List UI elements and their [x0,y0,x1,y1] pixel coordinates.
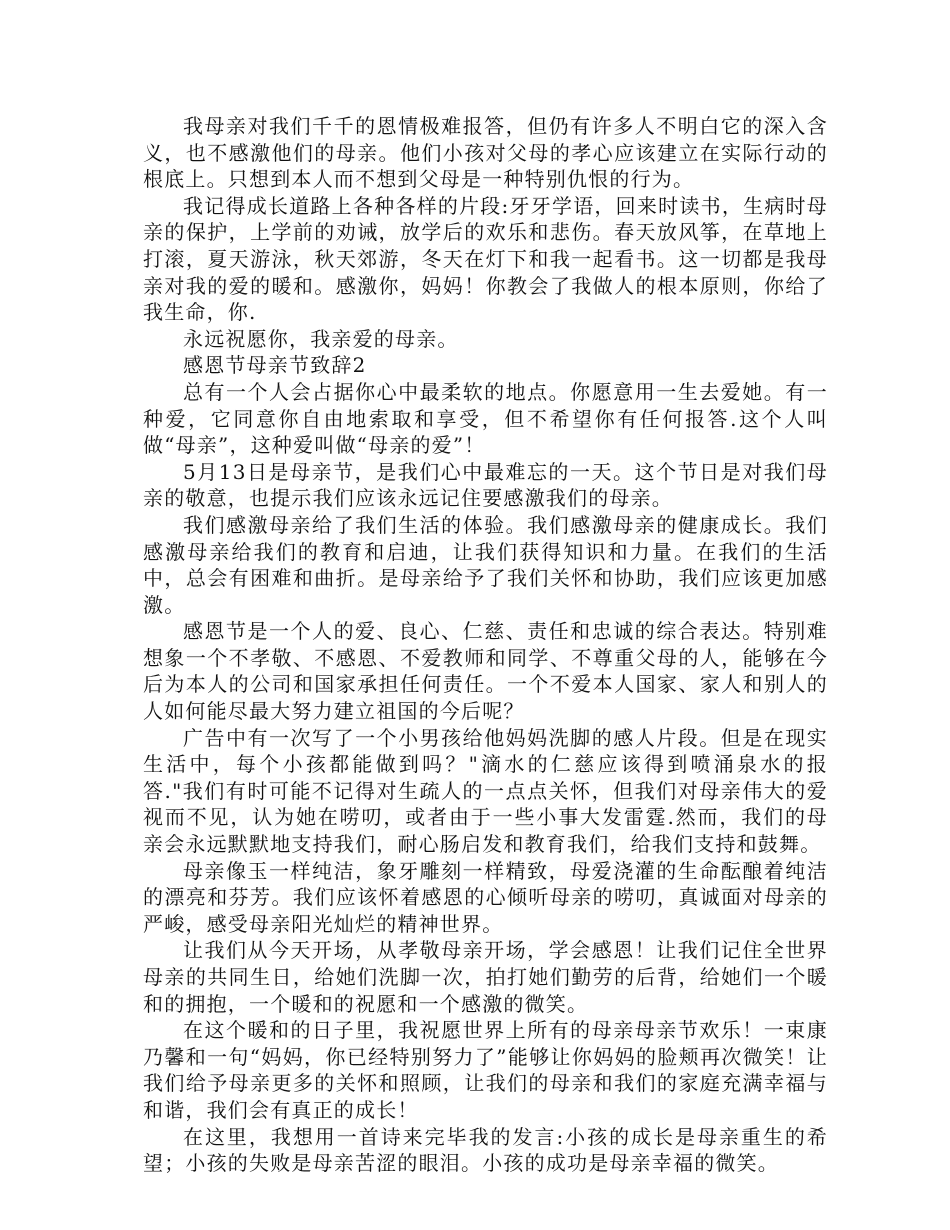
paragraph: 广告中有一次写了一个小男孩给他妈妈洗脚的感人片段。但是在现实生活中，每个小孩都能做到吗？"滴水的仁慈应该得到喷涌泉水的报答."我们有时可能不记得对生疏人的一点点关怀，但我们对母亲伟大的爱视而不见，认为她在唠叨，或者由于一些小事大发雷霆.然而，我们的母亲会永远默默地支持我们，耐心肠启发和教育我们，给我们支持和鼓舞。 [143,725,828,857]
paragraph: 我们感激母亲给了我们生活的体验。我们感激母亲的健康成长。我们感激母亲给我们的教育和启迪，让我们获得知识和力量。在我们的生活中，总会有困难和曲折。是母亲给予了我们关怀和协助，我们应该更加感激。 [143,512,828,617]
section-heading: 感恩节母亲节致辞2 [183,353,367,378]
paragraph: 感恩节是一个人的爱、良心、仁慈、责任和忠诚的综合表达。特别难想象一个不孝敬、不感恩、不爱教师和同学、不尊重父母的人，能够在今后为本人的公司和国家承担任何责任。一个不爱本人国家、家人和别人的人如何能尽最大努力建立祖国的今后呢？ [143,619,828,724]
paragraph: 让我们从今天开场，从孝敬母亲开场，学会感恩！让我们记住全世界母亲的共同生日，给她们洗脚一次，拍打她们勤劳的后背，给她们一个暖和的拥抱，一个暖和的祝愿和一个感激的微笑。 [143,938,828,1016]
document-page [143,113,828,1177]
paragraph: 永远祝愿你，我亲爱的母亲。 [183,326,459,351]
paragraph: 我记得成长道路上各种各样的片段:牙牙学语，回来时读书，生病时母亲的保护，上学前的劝诫，放学后的欢乐和悲伤。春天放风筝，在草地上打滚，夏天游泳，秋天郊游，冬天在灯下和我一起看书。这一切都是我母亲对我的爱的暖和。感激你，妈妈！你教会了我做人的根本原则，你给了我生命，你. [143,193,828,325]
paragraph: 我母亲对我们千千的恩情极难报答，但仍有许多人不明白它的深入含义，也不感激他们的母亲。他们小孩对父母的孝心应该建立在实际行动的根底上。只想到本人而不想到父母是一种特别仇恨的行为。 [143,114,828,192]
paragraph: 总有一个人会占据你心中最柔软的地点。你愿意用一生去爱她。有一种爱，它同意你自由地索取和享受，但不希望你有任何报答.这个人叫做“母亲”，这种爱叫做“母亲的爱”！ [143,379,828,458]
paragraph: 在这个暖和的日子里，我祝愿世界上所有的母亲母亲节欢乐！一束康乃馨和一句“妈妈，你已经特别努力了”能够让你妈妈的脸颊再次微笑！让我们给予母亲更多的关怀和照顾，让我们的母亲和我们的家庭充满幸福与和谐，我们会有真正的成长！ [143,1018,828,1122]
paragraph: 5月13日是母亲节，是我们心中最难忘的一天。这个节日是对我们母亲的敬意，也提示我们应该永远记住要感激我们的母亲。 [143,459,828,511]
paragraph: 在这里，我想用一首诗来完毕我的发言:小孩的成长是母亲重生的希望；小孩的失败是母亲苦涩的眼泪。小孩的成功是母亲幸福的微笑。 [143,1124,828,1176]
paragraph: 母亲像玉一样纯洁，象牙雕刻一样精致，母爱浇灌的生命酝酿着纯洁的漂亮和芬芳。我们应该怀着感恩的心倾听母亲的唠叨，真诚面对母亲的严峻，感受母亲阳光灿烂的精神世界。 [143,858,828,936]
